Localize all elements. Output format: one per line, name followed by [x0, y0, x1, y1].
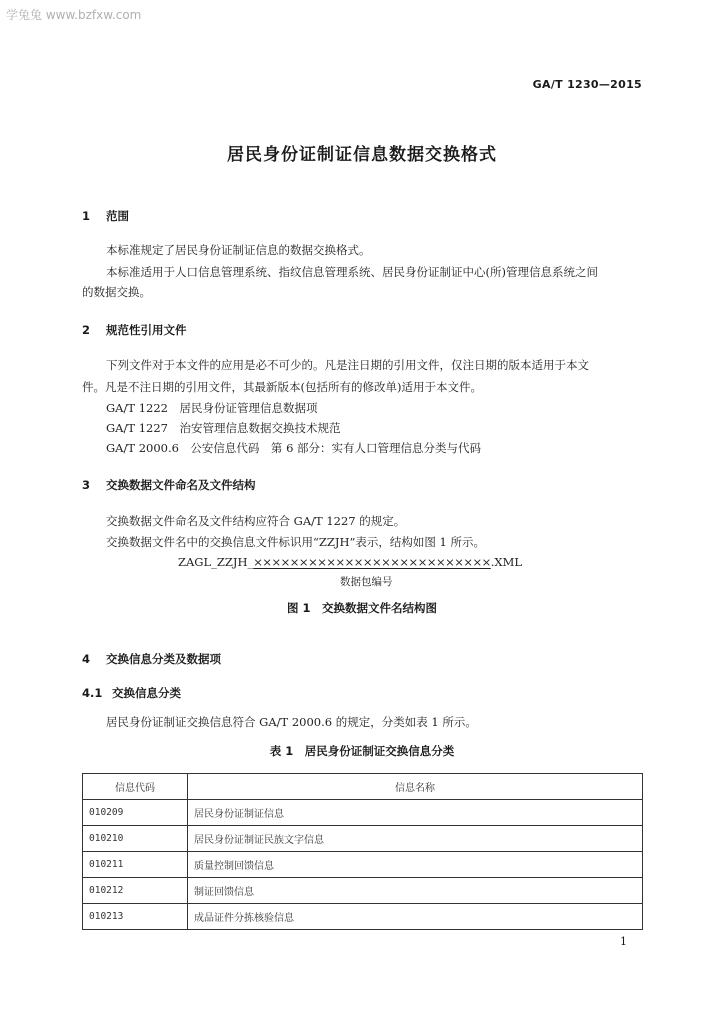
section-2-heading	[82, 322, 187, 338]
filename-placeholder: ××××××××××××××××××××××××××	[253, 555, 491, 569]
page-number: 1	[620, 935, 627, 948]
section-3-para-2: 交换数据文件名中的交换信息文件标识用“ZZJH”表示，结构如图 1 所示。	[106, 535, 486, 549]
info-name-cell: 居民身份证制证信息	[188, 800, 643, 826]
reference-item: GA/T 1222 居民身份证管理信息数据项	[106, 401, 318, 415]
section-1-heading	[82, 208, 129, 224]
watermark: 学兔兔 www.bzfxw.com	[6, 8, 142, 22]
section-4-1-number: 4.1	[82, 686, 103, 700]
info-classification-table	[82, 773, 643, 930]
section-1-number: 1	[82, 209, 91, 223]
header-info-code: 信息代码	[83, 774, 188, 800]
info-name-cell: 居民身份证制证民族文字信息	[188, 826, 643, 852]
section-2-para-1: 下列文件对于本文件的应用是必不可少的。凡是注日期的引用文件，仅注日期的版本适用于本文	[106, 358, 589, 372]
section-2-para-1-cont: 件。凡是不注日期的引用文件，其最新版本(包括所有的修改单)适用于本文件。	[82, 380, 482, 394]
section-4-number: 4	[82, 652, 91, 666]
filename-prefix: ZAGL_ZZJH_	[178, 555, 254, 569]
reference-item: GA/T 2000.6 公安信息代码 第 6 部分：实有人口管理信息分类与代码	[106, 441, 482, 455]
info-code-cell: 010213	[83, 904, 188, 930]
section-3-heading	[82, 477, 256, 493]
section-2-title: 规范性引用文件	[106, 323, 187, 337]
section-4-heading	[82, 651, 221, 667]
table-row	[83, 800, 643, 826]
document-title: 居民身份证制证信息数据交换格式	[227, 145, 497, 165]
section-4-1-title: 交换信息分类	[112, 686, 181, 700]
info-name-cell: 质量控制回馈信息	[188, 852, 643, 878]
filename-structure	[178, 555, 522, 569]
section-4-title: 交换信息分类及数据项	[106, 652, 221, 666]
table-header-row	[83, 774, 643, 800]
filename-suffix: .XML	[490, 555, 523, 569]
section-3-para-1: 交换数据文件命名及文件结构应符合 GA/T 1227 的规定。	[106, 514, 406, 528]
table-1-caption: 表 1 居民身份证制证交换信息分类	[269, 744, 455, 758]
table-row	[83, 904, 643, 930]
figure-1-caption: 图 1 交换数据文件名结构图	[286, 601, 437, 615]
section-3-title: 交换数据文件命名及文件结构	[106, 478, 256, 492]
section-3-number: 3	[82, 478, 91, 492]
section-1-title: 范围	[106, 209, 129, 223]
table-row	[83, 852, 643, 878]
table-row	[83, 878, 643, 904]
standard-number: GA/T 1230—2015	[532, 78, 642, 91]
info-code-cell: 010209	[83, 800, 188, 826]
section-1-para-2: 本标准适用于人口信息管理系统、指纹信息管理系统、居民身份证制证中心(所)管理信息系统之间	[106, 265, 598, 279]
section-2-number: 2	[82, 323, 91, 337]
info-code-cell: 010212	[83, 878, 188, 904]
section-1-para-2-cont: 的数据交换。	[82, 285, 151, 299]
section-1-para-1: 本标准规定了居民身份证制证信息的数据交换格式。	[106, 243, 371, 257]
info-name-cell: 制证回馈信息	[188, 878, 643, 904]
info-code-cell: 010210	[83, 826, 188, 852]
reference-item: GA/T 1227 治安管理信息数据交换技术规范	[106, 421, 341, 435]
header-info-name: 信息名称	[188, 774, 643, 800]
info-name-cell: 成品证件分拣核验信息	[188, 904, 643, 930]
info-code-cell: 010211	[83, 852, 188, 878]
table-row	[83, 826, 643, 852]
section-4-1-heading	[82, 685, 181, 701]
packet-number-label: 数据包编号	[340, 576, 393, 588]
section-4-1-para-1: 居民身份证制证交换信息符合 GA/T 2000.6 的规定，分类如表 1 所示。	[106, 715, 477, 729]
